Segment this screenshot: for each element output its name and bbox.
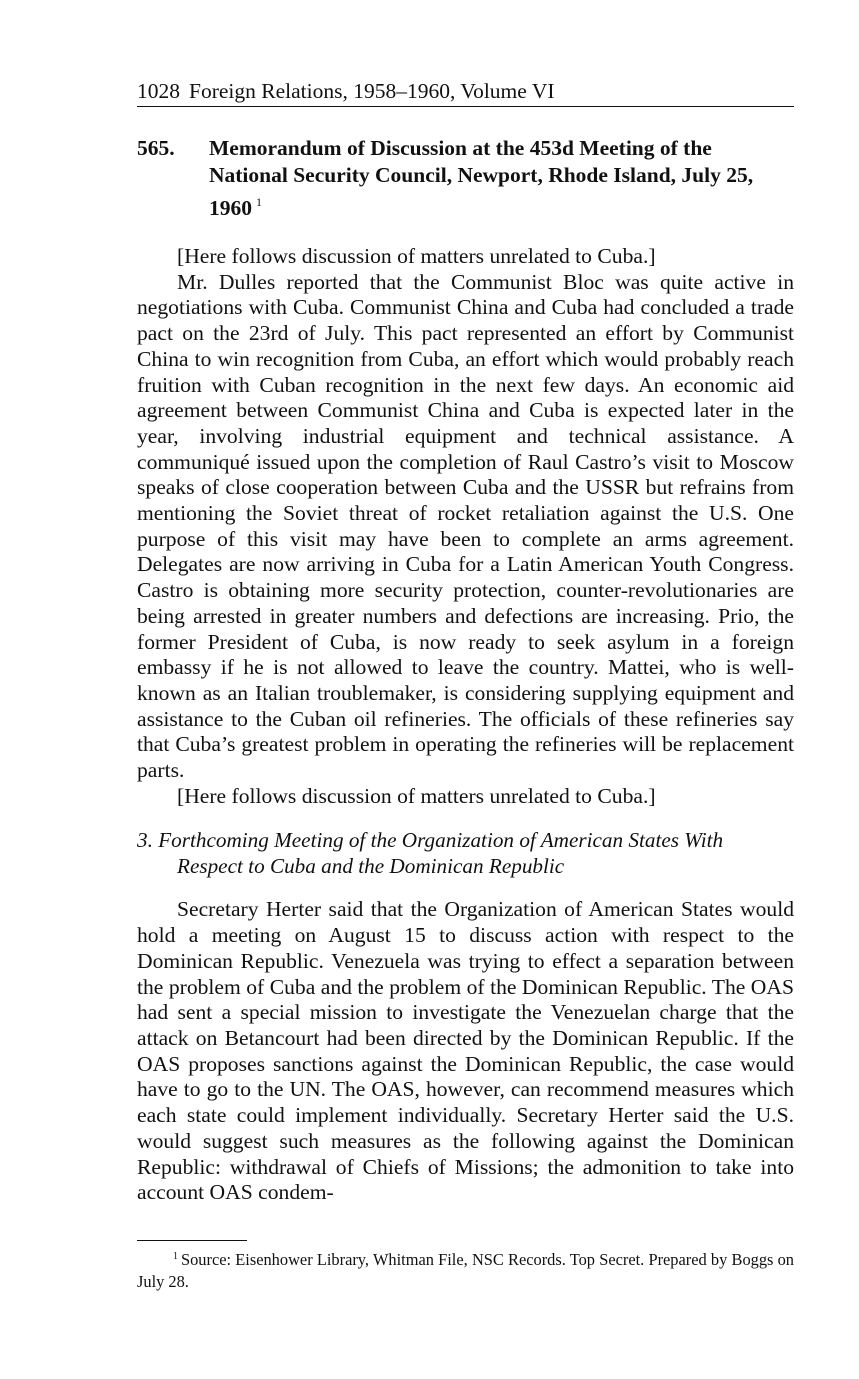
body-text xyxy=(137,244,794,809)
footnote-marker: 1 xyxy=(173,1251,178,1262)
footnote xyxy=(137,1246,794,1293)
volume-title: Foreign Relations, 1958–1960, Volume VI xyxy=(189,79,555,103)
footnote-text: Source: Eisenhower Library, Whitman File, NSC Records. Top Secret. Prepared by Boggs on July 28. xyxy=(137,1250,794,1291)
paragraph-dulles-report: Mr. Dulles reported that the Communist Bloc was quite active in negotiations with Cuba. Communist China and Cuba had concluded a trade pact on the 23rd of July. This pact represented an effort by Communist China to win recognition from Cuba, an effort which would probably reach fruition with Cuban recognition in the next few days. An economic aid agreement between Communist China and Cuba is expected later in the year, involving industrial equipment and technical assistance. A communiqué issued upon the completion of Raul Castro’s visit to Moscow speaks of close cooperation between Cuba and the USSR but refrains from mentioning the Soviet threat of rocket retaliation against the U.S. One purpose of this visit may have been to complete an arms agreement. Delegates are now arriving in Cuba for a Latin American Youth Congress. Castro is obtaining more security protection, counter-revolutionaries are being arrested in greater numbers and defections are increasing. Prio, the former President of Cuba, is now ready to seek asylum in a foreign embassy if he is not allowed to leave the country. Mattei, who is well-known as an Italian troublemaker, is considering supplying equipment and assistance to the Cuban oil refineries. The officials of these refineries say that Cuba’s greatest problem in operating the refineries will be replacement parts. xyxy=(137,269,794,783)
running-head xyxy=(137,76,794,107)
footnote-reference[interactable]: 1 xyxy=(256,195,262,209)
document-page xyxy=(137,76,794,1206)
document-title-block xyxy=(209,135,769,222)
footnote-divider xyxy=(137,1240,247,1241)
paragraph-editorial-note-1: [Here follows discussion of matters unrelated to Cuba.] xyxy=(177,244,656,268)
document-number: 565. xyxy=(137,136,175,160)
paragraph-editorial-note-2: [Here follows discussion of matters unrelated to Cuba.] xyxy=(177,783,656,808)
section-body xyxy=(137,897,794,1205)
document-title: Memorandum of Discussion at the 453d Meeting of the National Security Council, Newport, Rhode Island, July 25, 1960 xyxy=(209,136,754,220)
document-heading xyxy=(137,135,794,222)
section-heading: 3. Forthcoming Meeting of the Organization of American States With Respect to Cuba and the Dominican Republic xyxy=(137,828,724,879)
page-number: 1028 xyxy=(137,79,180,103)
paragraph-herter-report: Secretary Herter said that the Organization of American States would hold a meeting on August 15 to discuss action with respect to the Dominican Republic. Venezuela was trying to effect a separation between the problem of Cuba and the problem of the Dominican Republic. The OAS had sent a special mission to investigate the Venezuelan charge that the attack on Betancourt had been directed by the Dominican Republic. If the OAS proposes sanctions against the Dominican Republic, the case would have to go to the UN. The OAS, however, can recommend measures which each state could implement individually. Secretary Herter said the U.S. would suggest such measures as the following against the Dominican Republic: withdrawal of Chiefs of Missions; the admonition to take into account OAS condem- xyxy=(137,897,794,1205)
